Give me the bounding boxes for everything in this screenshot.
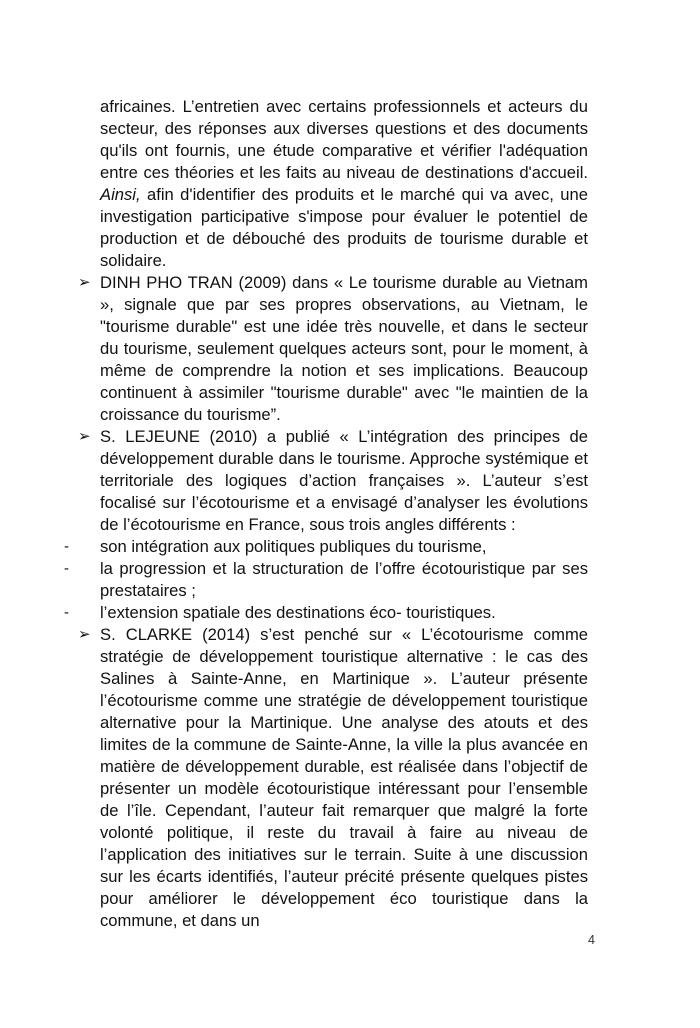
dash-bullet-icon: - xyxy=(64,538,69,555)
continuation-text-part2: afin d'identifier des produits et le marché qui va avec, une investigation participative s'impose pour évaluer le potentiel de production et de débouché des produits de tourisme durable et solidaire. xyxy=(100,185,588,270)
continuation-paragraph xyxy=(0,96,700,272)
list-item-text: DINH PHO TRAN (2009) dans « Le tourisme durable au Vietnam », signale que par ses propres observations, au Vietnam, le "tourisme durable" est une idée très nouvelle, et dans le secteur du tourisme, seulement quelques acteurs sont, pour le moment, à même de comprendre la notion et ses implications. Beaucoup continuent à assimiler "tourisme durable" avec "le maintien de la croissance du tourisme”. xyxy=(100,273,588,424)
continuation-text-part1: africaines. L’entretien avec certains professionnels et acteurs du secteur, des réponses aux diverses questions et des documents qu'ils ont fournis, une étude comparative et vérifier l'adéquation entre ces théories et les faits au niveau de destinations d'accueil. xyxy=(100,97,588,182)
arrow-bullet-icon: ➢ xyxy=(78,626,91,643)
dash-bullet-icon: - xyxy=(64,604,69,621)
list-item xyxy=(0,624,700,932)
list-item-text: S. CLARKE (2014) s’est penché sur « L’écotourisme comme stratégie de développement touristique alternative : le cas des Salines à Sainte-Anne, en Martinique ». L’auteur présente l’écotourisme comme une stratégie de développement touristique alternative pour la Martinique. Une analyse des atouts et des limites de la commune de Sainte-Anne, la ville la plus avancée en matière de développement durable, est réalisée dans l’objectif de présenter un modèle écotouristique intéressant pour l’ensemble de l’île. Cependant, l’auteur fait remarquer que malgré la forte volonté politique, il reste du travail à faire au niveau de l’application des initiatives sur le terrain. Suite à une discussion sur les écarts identifiés, l’auteur précité présente quelques pistes pour améliorer le développement éco touristique dans la commune, et dans un xyxy=(100,625,588,930)
list-item xyxy=(0,602,700,624)
list-item xyxy=(0,272,700,426)
continuation-italic-word: Ainsi, xyxy=(100,185,141,204)
list-item xyxy=(0,536,700,558)
arrow-bullet-icon: ➢ xyxy=(78,428,91,445)
page-number: 4 xyxy=(588,933,595,947)
list-item-text: S. LEJEUNE (2010) a publié « L’intégration des principes de développement durable dans le tourisme. Approche systémique et territoriale des logiques d’action françaises ». L’auteur s’est focalisé sur l’écotourisme et a envisagé d’analyser les évolutions de l’écotourisme en France, sous trois angles différents : xyxy=(100,427,588,534)
dash-bullet-icon: - xyxy=(64,560,69,577)
list-item xyxy=(0,426,700,536)
list-item xyxy=(0,558,700,602)
list-item-text: son intégration aux politiques publiques du tourisme, xyxy=(100,537,487,556)
arrow-bullet-icon: ➢ xyxy=(78,274,91,291)
page-content xyxy=(0,96,700,932)
list-item-text: l’extension spatiale des destinations éco- touristiques. xyxy=(100,603,496,622)
list-item-text: la progression et la structuration de l’offre écotouristique par ses prestataires ; xyxy=(100,559,588,600)
